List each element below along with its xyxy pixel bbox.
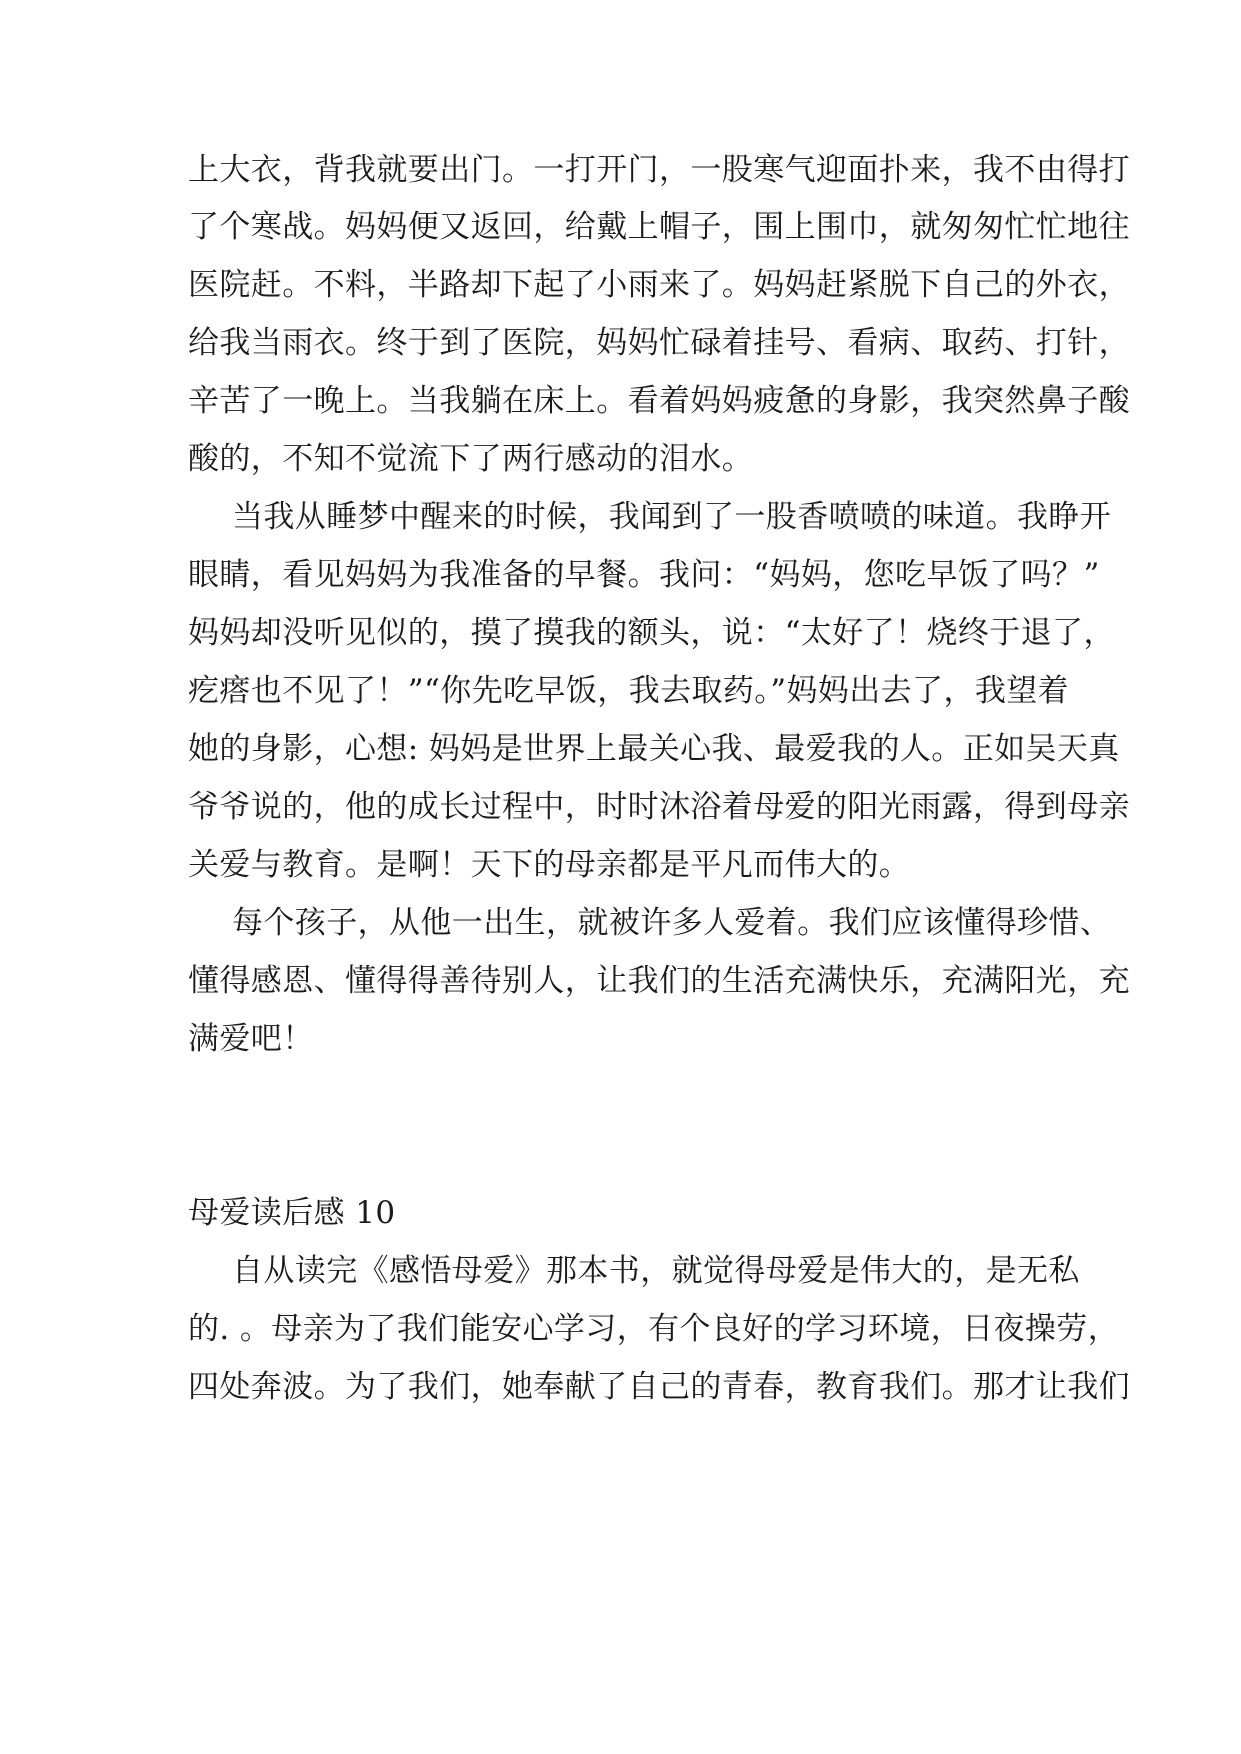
text-line: 了个寒战。妈妈便又返回，给戴上帽子，围上围巾，就匆匆忙忙地往 (188, 209, 1130, 245)
text-line: 辛苦了一晚上。当我躺在床上。看着妈妈疲惫的身影，我突然鼻子酸 (188, 383, 1130, 419)
text-line: 酸的，不知不觉流下了两行感动的泪水。 (188, 441, 754, 477)
text-line: 每个孩子，从他一出生，就被许多人爱着。我们应该懂得珍惜、 (232, 905, 1112, 941)
text-line: 自从读完《感悟母爱》那本书，就觉得母爱是伟大的，是无私 (232, 1253, 1080, 1289)
text-line: 上大衣，背我就要出门。一打开门，一股寒气迎面扑来，我不由得打 (188, 152, 1130, 188)
text-line: 满爱吧！ (188, 1021, 314, 1057)
text-line: 爷爷说的，他的成长过程中，时时沐浴着母爱的阳光雨露，得到母亲 (188, 789, 1130, 825)
text-line: 眼睛，看见妈妈为我准备的早餐。我问：“妈妈，您吃早饭了吗？” (188, 557, 1100, 593)
text-line: 当我从睡梦中醒来的时候，我闻到了一股香喷喷的味道。我睁开 (232, 499, 1112, 535)
text-line: 她的身影，心想: 妈妈是世界上最关心我、最爱我的人。正如吴天真 (188, 731, 1120, 767)
text-line: 懂得感恩、懂得得善待别人，让我们的生活充满快乐，充满阳光，充 (188, 963, 1130, 999)
text-line: 关爱与教育。是啊！天下的母亲都是平凡而伟大的。 (188, 847, 911, 883)
text-line: 妈妈却没听见似的，摸了摸我的额头，说：“太好了！烧终于退了， (188, 615, 1115, 651)
section-title: 母爱读后感 10 (188, 1195, 396, 1231)
text-line: 的. 。母亲为了我们能安心学习，有个良好的学习环境，日夜操劳， (188, 1311, 1120, 1347)
text-line: 四处奔波。为了我们，她奉献了自己的青春，教育我们。那才让我们 (188, 1369, 1130, 1405)
text-line: 疙瘩也不见了！”“你先吃早饭，我去取药。”妈妈出去了，我望着 (188, 673, 1070, 709)
text-line: 医院赶。不料，半路却下起了小雨来了。妈妈赶紧脱下自己的外衣， (188, 267, 1130, 303)
text-line: 给我当雨衣。终于到了医院，妈妈忙碌着挂号、看病、取药、打针， (188, 325, 1130, 361)
